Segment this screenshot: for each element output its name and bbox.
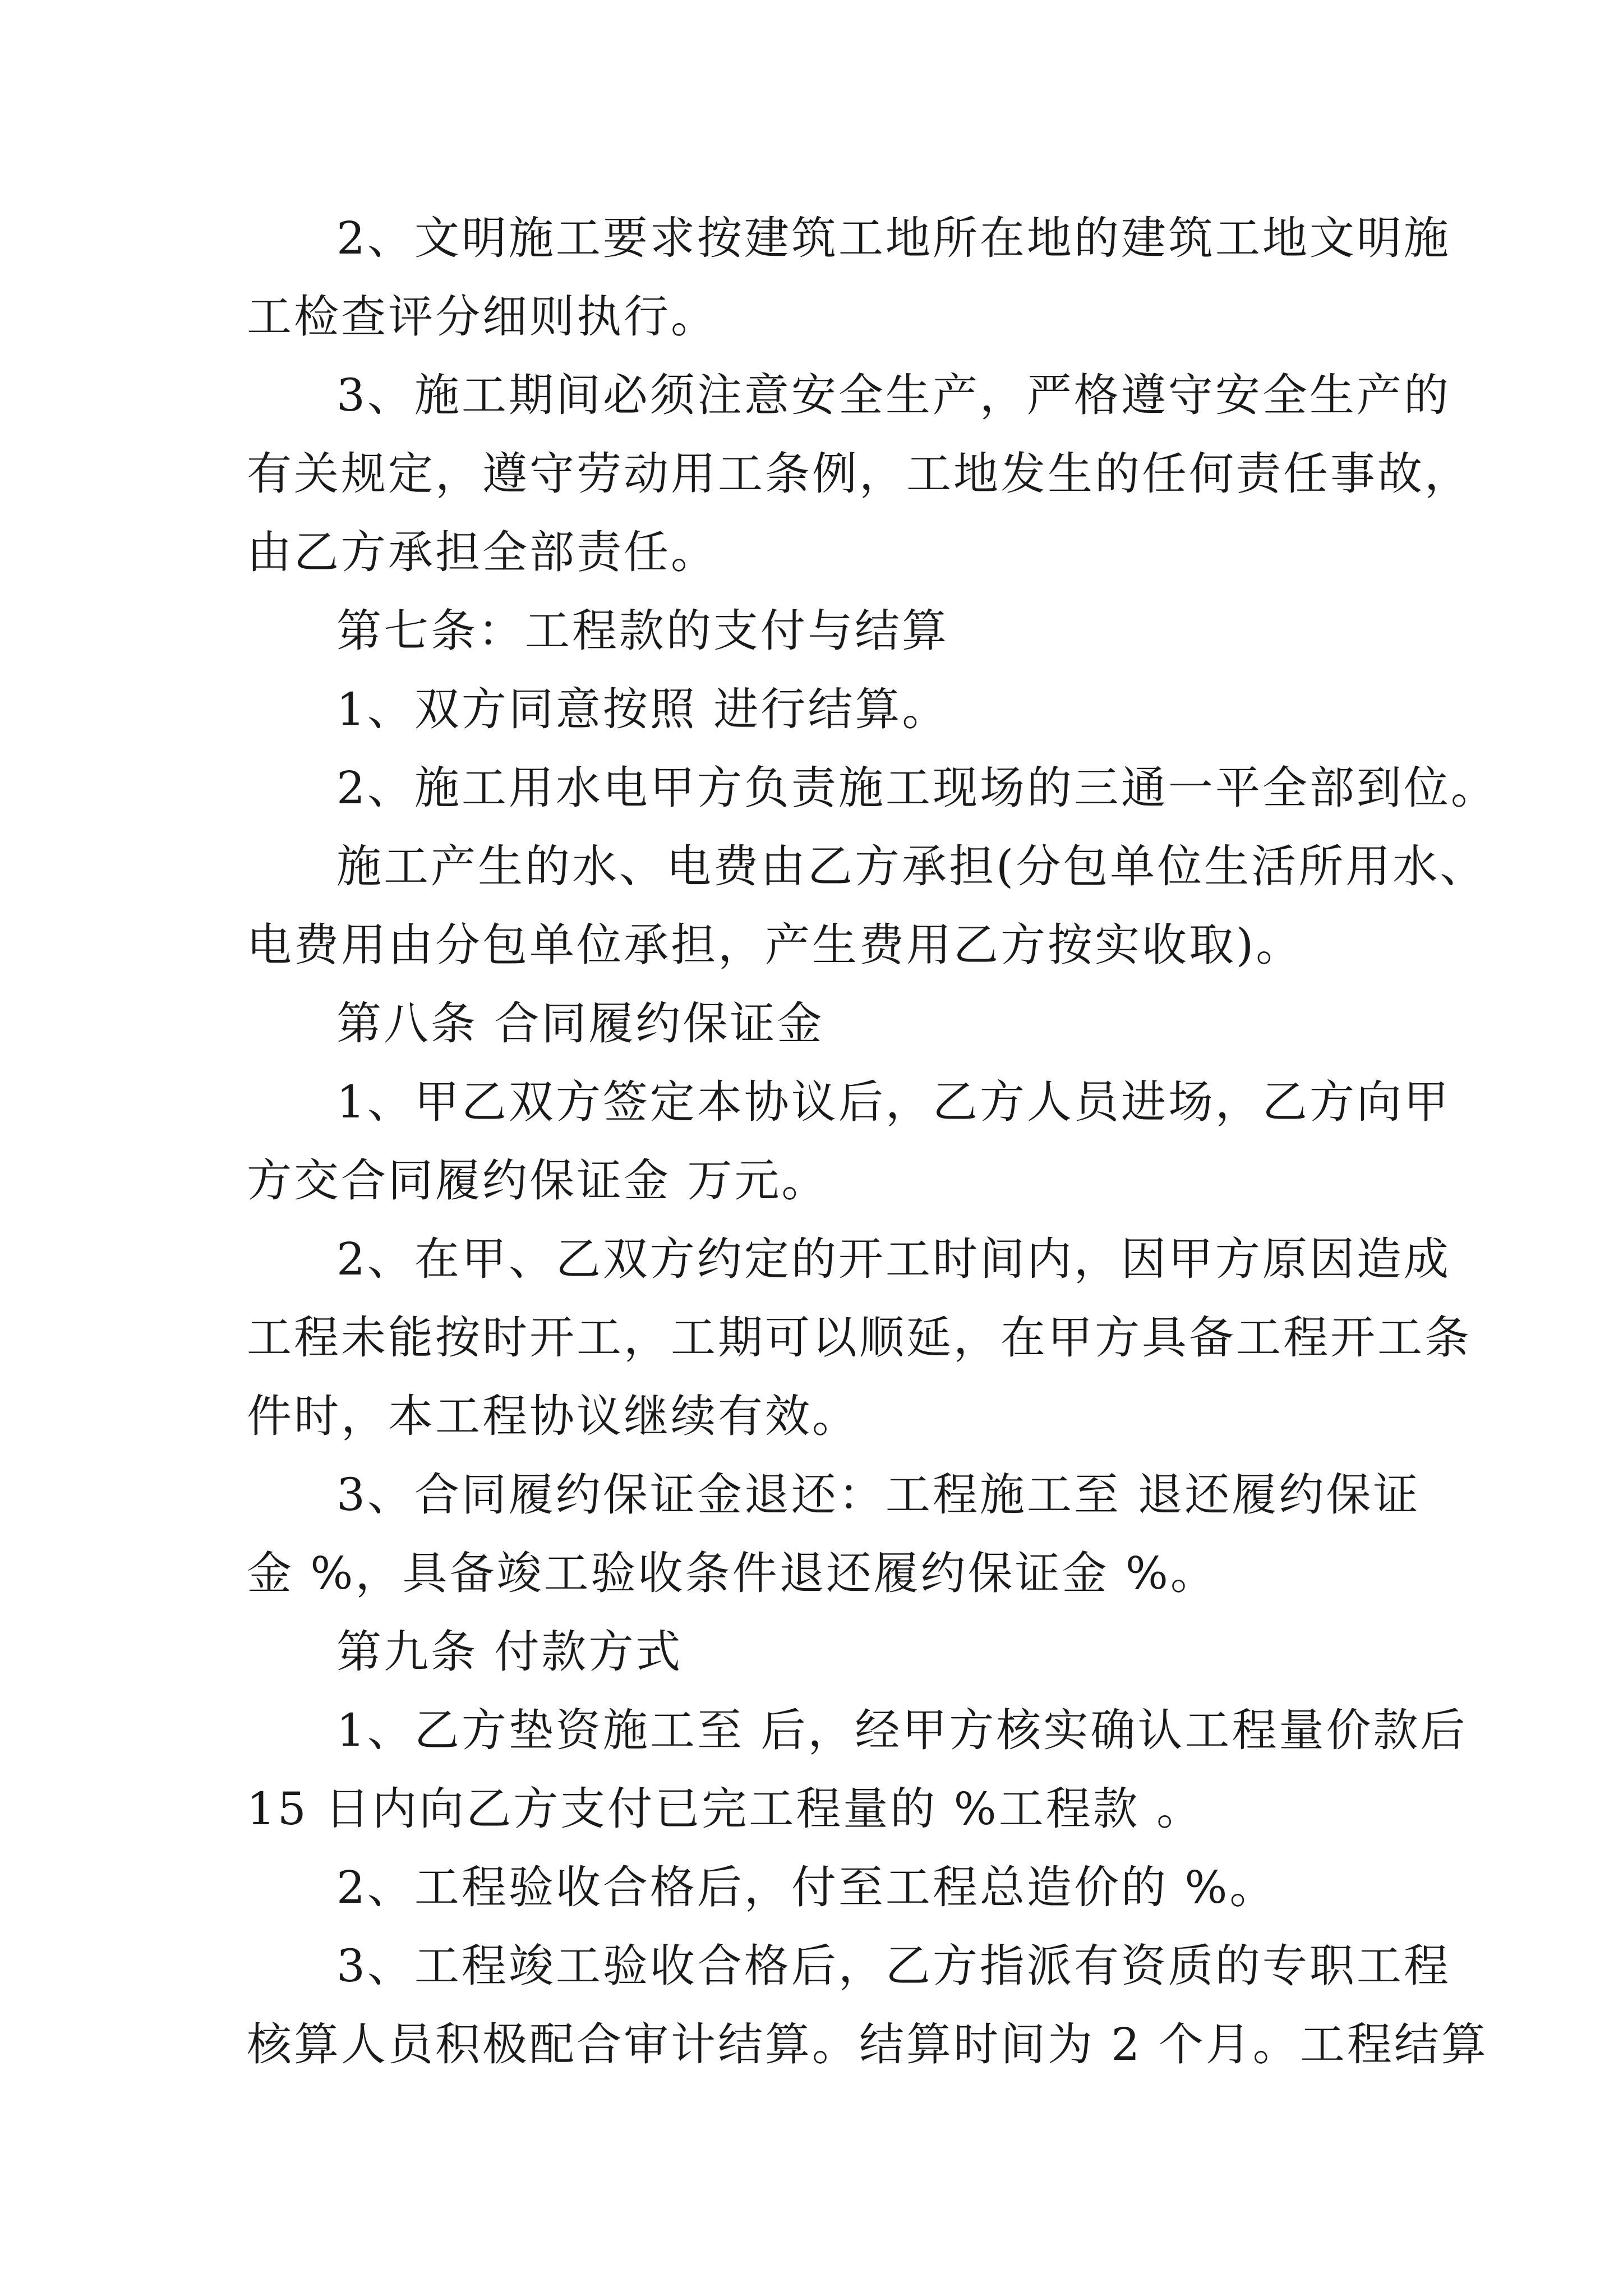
paragraph-line: 1、乙方垫资施工至 后，经甲方核实确认工程量价款后 xyxy=(336,1704,1468,1756)
paragraph-line: 2、工程验收合格后，付至工程总造价的 %。 xyxy=(336,1861,1277,1913)
paragraph-line: 1、甲乙双方签定本协议后，乙方人员进场，乙方向甲 xyxy=(336,1076,1451,1128)
paragraph-line: 电费用由分包单位承担，产生费用乙方按实收取)。 xyxy=(247,919,1303,971)
paragraph-line: 由乙方承担全部责任。 xyxy=(247,526,718,578)
paragraph-line: 方交合同履约保证金 万元。 xyxy=(247,1154,829,1207)
paragraph-line: 件时，本工程协议继续有效。 xyxy=(247,1390,859,1442)
paragraph-line: 15 日内向乙方支付已完工程量的 %工程款 。 xyxy=(247,1783,1204,1835)
paragraph-line: 2、施工用水电甲方负责施工现场的三通一平全部到位。 xyxy=(336,762,1498,814)
paragraph-line: 1、双方同意按照 进行结算。 xyxy=(336,683,949,735)
paragraph-line: 2、文明施工要求按建筑工地所在地的建筑工地文明施 xyxy=(336,212,1451,264)
section-heading: 第九条 付款方式 xyxy=(336,1626,683,1678)
section-heading: 第八条 合同履约保证金 xyxy=(336,997,824,1050)
paragraph-line: 3、工程竣工验收合格后，乙方指派有资质的专职工程 xyxy=(336,1940,1451,1992)
section-heading: 第七条：工程款的支付与结算 xyxy=(336,605,949,657)
paragraph-line: 3、合同履约保证金退还：工程施工至 退还履约保证 xyxy=(336,1469,1421,1521)
paragraph-line: 有关规定，遵守劳动用工条例，工地发生的任何责任事故， xyxy=(247,448,1472,500)
paragraph-line: 工检查评分细则执行。 xyxy=(247,291,718,343)
paragraph-line: 2、在甲、乙双方约定的开工时间内，因甲方原因造成 xyxy=(336,1233,1451,1285)
paragraph-line: 3、施工期间必须注意安全生产，严格遵守安全生产的 xyxy=(336,369,1451,421)
paragraph-line: 施工产生的水、电费由乙方承担(分包单位生活所用水、 xyxy=(336,840,1487,892)
paragraph-line: 金 %，具备竣工验收条件退还履约保证金 %。 xyxy=(247,1547,1218,1599)
paragraph-line: 核算人员积极配合审计结算。结算时间为 2 个月。工程结算 xyxy=(247,2018,1488,2070)
paragraph-line: 工程未能按时开工，工期可以顺延，在甲方具备工程开工条 xyxy=(247,1312,1472,1364)
